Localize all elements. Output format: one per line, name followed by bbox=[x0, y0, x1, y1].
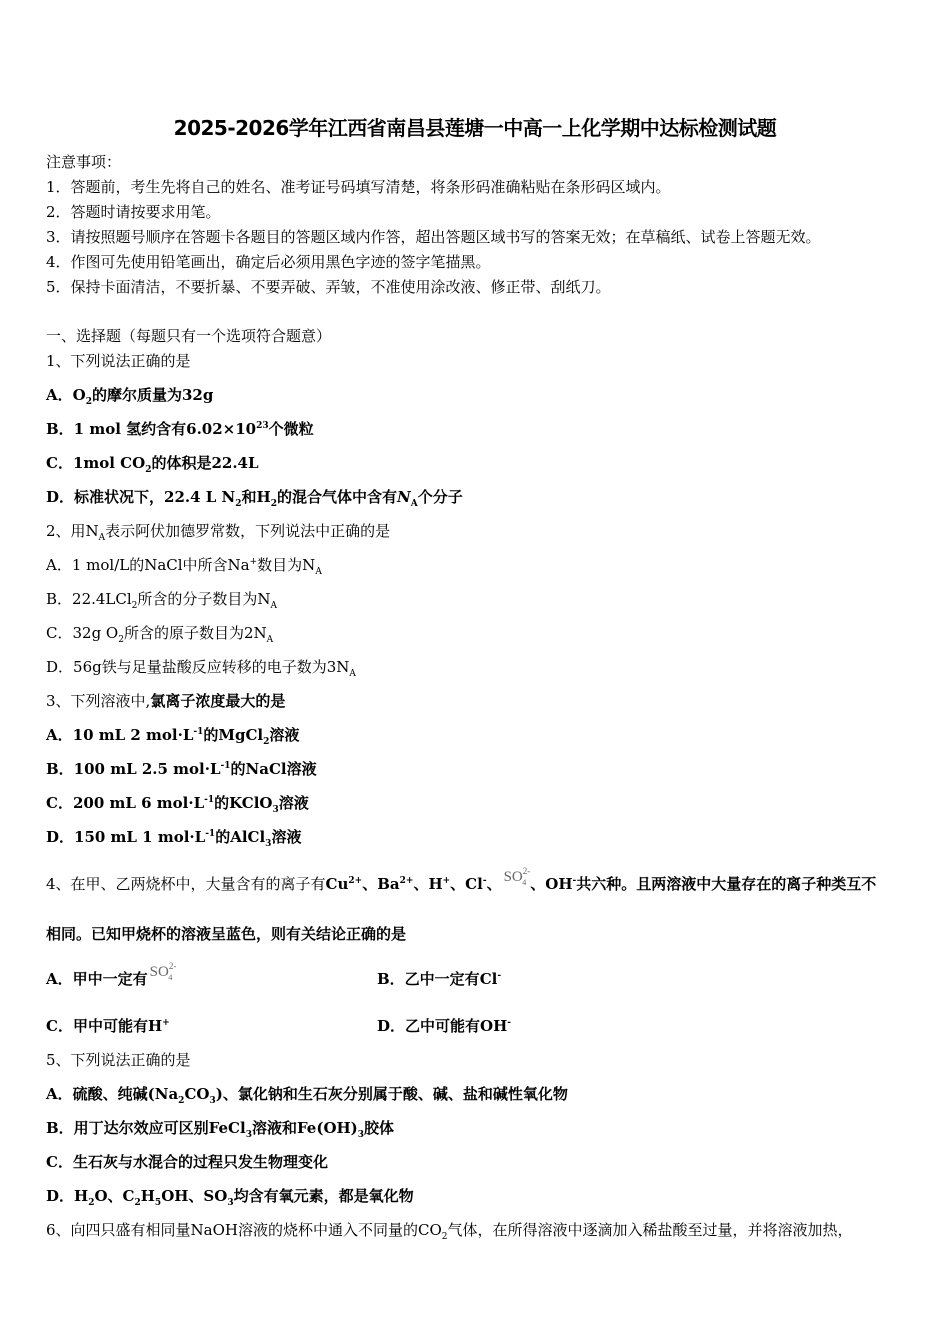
question-3-option-d: D．150 mL 1 $mol\cdot L^{-1}$的AlCl$_3$溶液 bbox=[46, 828, 302, 849]
question-2-option-b: B．22.4LCl$_2$所含的分子数目为$N_A$ bbox=[46, 590, 278, 611]
notice-item: 4．作图可先使用铅笔画出，确定后必须用黑色字迹的签字笔描黑。 bbox=[46, 253, 491, 271]
question-1-option-c: C．1mol $CO_2$的体积是22.4L bbox=[46, 454, 259, 475]
question-1-stem: 1、下列说法正确的是 bbox=[46, 352, 191, 370]
question-2-option-c: C．32g $O_2$所含的原子数目为$2N_A$ bbox=[46, 624, 274, 645]
section-heading: 一、选择题（每题只有一个选项符合题意） bbox=[46, 327, 332, 345]
question-1-option-b: B．1 mol 氢约含有$6.02\times 10^{23}$个微粒 bbox=[46, 420, 314, 438]
question-2-stem: 2、用$N_A$表示阿伏加德罗常数，下列说法中正确的是 bbox=[46, 522, 391, 543]
question-1-option-a: A．$O_2$的摩尔质量为32g bbox=[46, 386, 214, 407]
question-5-option-a: A．硫酸、纯碱$(Na_2CO_3)$、氯化钠和生石灰分别属于酸、碱、盐和碱性氧化物 bbox=[46, 1085, 568, 1106]
question-5-option-b: B．用丁达尔效应可区别FeCl$_3$溶液和$Fe(OH)_3$胶体 bbox=[46, 1119, 395, 1140]
question-4-stem-line2: 相同。已知甲烧杯的溶液呈蓝色，则有关结论正确的是 bbox=[46, 925, 407, 943]
notice-item: 5．保持卡面清洁，不要折暴、不要弄破、弄皱，不准使用涂改液、修正带、刮纸刀。 bbox=[46, 278, 611, 296]
sulfate-formula: $SO^{2-}_4$ bbox=[503, 866, 531, 887]
notice-item: 1．答题前，考生先将自己的姓名、准考证号码填写清楚，将条形码准确粘贴在条形码区域内。 bbox=[46, 178, 671, 196]
question-4-option-a: A．甲中一定有 $SO^{2-}_4$ bbox=[46, 961, 177, 988]
question-1-option-d: D．标准状况下，22.4 L $N_2$和$H_2$的混合气体中含有$N_A$个分子 bbox=[46, 488, 463, 509]
question-4-option-b: B．乙中一定有Cl- bbox=[377, 970, 502, 988]
question-4-stem: 4、在甲、乙两烧杯中，大量含有的离子有$Cu^{2+}$、$Ba^{2+}$、H+、Cl-、 $SO^{2-}_4$ 、OH-共六种。且两溶液中大量存在的离子种类互不 bbox=[46, 866, 877, 893]
notice-heading: 注意事项： bbox=[46, 153, 122, 171]
question-5-stem: 5、下列说法正确的是 bbox=[46, 1051, 191, 1069]
question-3-stem: 3、下列溶液中,氯离子浓度最大的是 bbox=[46, 692, 286, 710]
question-5-option-c: C．生石灰与水混合的过程只发生物理变化 bbox=[46, 1153, 328, 1171]
question-2-option-a: A．1 mol/L的NaCl中所含Na+数目为$N_A$ bbox=[46, 556, 322, 577]
question-5-option-d: D．$H_2O$、$C_2H_5OH$、$SO_3$均含有氧元素，都是氧化物 bbox=[46, 1187, 414, 1208]
page-title: 2025-2026学年江西省南昌县莲塘一中高一上化学期中达标检测试题 bbox=[173, 116, 777, 140]
notice-item: 2．答题时请按要求用笔。 bbox=[46, 203, 221, 221]
question-4-option-c: C．甲中可能有H+ bbox=[46, 1017, 170, 1035]
sulfate-formula: $SO^{2-}_4$ bbox=[149, 961, 177, 982]
notice-item: 3．请按照题号顺序在答题卡各题目的答题区域内作答，超出答题区域书写的答案无效；在草稿纸、试卷上答题无效。 bbox=[46, 228, 821, 246]
question-4-option-d: D．乙中可能有OH- bbox=[377, 1017, 512, 1035]
question-2-option-d: D．56g铁与足量盐酸反应转移的电子数为$3N_A$ bbox=[46, 658, 356, 679]
question-3-option-b: B．100 mL 2.5 $mol\cdot L^{-1}$的NaCl溶液 bbox=[46, 760, 317, 778]
question-6-stem: 6、向四只盛有相同量NaOH溶液的烧杯中通入不同量的$CO_2$气体，在所得溶液中逐滴加入稀盐酸至过量，并将溶液加热， bbox=[46, 1221, 853, 1242]
question-3-option-a: A．10 mL 2 $mol\cdot L^{-1}$的MgCl$_2$溶液 bbox=[46, 726, 300, 747]
question-3-option-c: C．200 mL 6 $mol\cdot L^{-1}$的KClO$_3$溶液 bbox=[46, 794, 309, 815]
